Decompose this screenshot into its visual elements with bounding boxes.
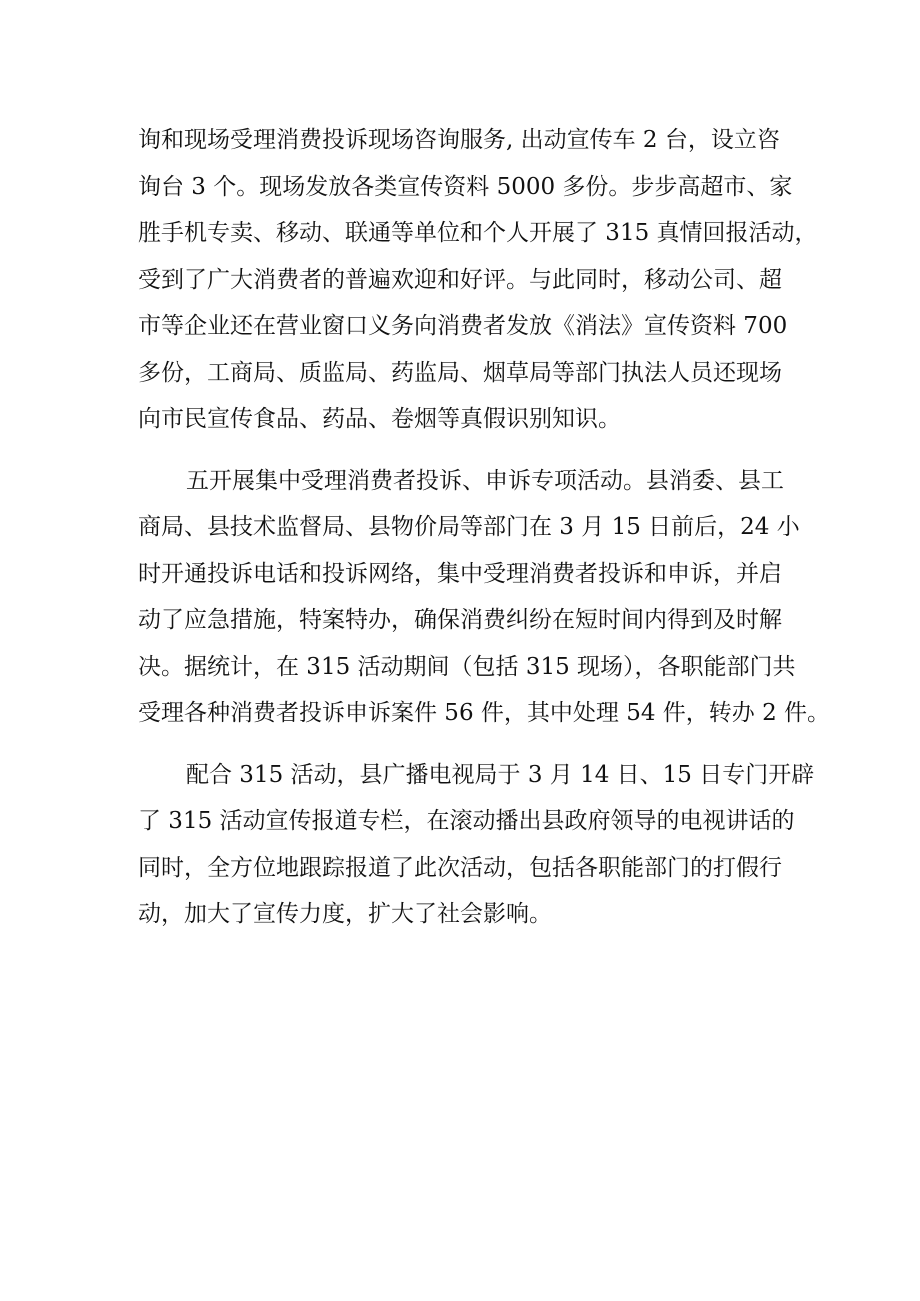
- text-line: 商局、县技术监督局、县物价局等部门在 3 月 15 日前后，24 小: [138, 514, 800, 540]
- text-line: 五开展集中受理消费者投诉、申诉专项活动。县消委、县工: [186, 467, 784, 494]
- text-line: 询和现场受理消费投诉现场咨询服务, 出动宣传车 2 台，设立咨: [138, 127, 780, 153]
- paragraph-continued: [138, 117, 818, 443]
- text-line: 动，加大了宣传力度，扩大了社会影响。: [138, 901, 552, 927]
- text-line: 向市民宣传食品、药品、卷烟等真假识别知识。: [138, 406, 621, 432]
- text-line: 受到了广大消费者的普遍欢迎和好评。与此同时，移动公司、超: [138, 266, 782, 293]
- text-line: 同时，全方位地跟踪报道了此次活动，包括各职能部门的打假行: [138, 854, 782, 881]
- text-line: 多份，工商局、质监局、药监局、烟草局等部门执法人员还现场: [138, 359, 782, 386]
- text-line: 受理各种消费者投诉申诉案件 56 件，其中处理 54 件，转办 2 件。: [138, 700, 831, 726]
- text-line: 询台 3 个。现场发放各类宣传资料 5000 多份。步步高超市、家: [138, 173, 793, 200]
- text-line: 时开通投诉电话和投诉网络，集中受理消费者投诉和申诉，并启: [138, 560, 782, 587]
- text-line: 动了应急措施，特案特办，确保消费纠纷在短时间内得到及时解: [138, 607, 782, 633]
- document-body: [138, 117, 831, 953]
- paragraph-broadcast-coverage: [138, 752, 815, 938]
- text-line: 了 315 活动宣传报道专栏，在滚动播出县政府领导的电视讲话的: [138, 808, 795, 834]
- text-line: 决。据统计，在 315 活动期间（包括 315 现场），各职能部门共: [138, 653, 796, 680]
- text-line: 市等企业还在营业窗口义务向消费者发放《消法》宣传资料 700: [138, 313, 788, 339]
- paragraph-complaint-handling: [138, 458, 831, 737]
- text-line: 配合 315 活动，县广播电视局于 3 月 14 日、15 日专门开辟: [186, 761, 815, 788]
- text-line: 胜手机专卖、移动、联通等单位和个人开展了 315 真情回报活动，: [138, 220, 818, 246]
